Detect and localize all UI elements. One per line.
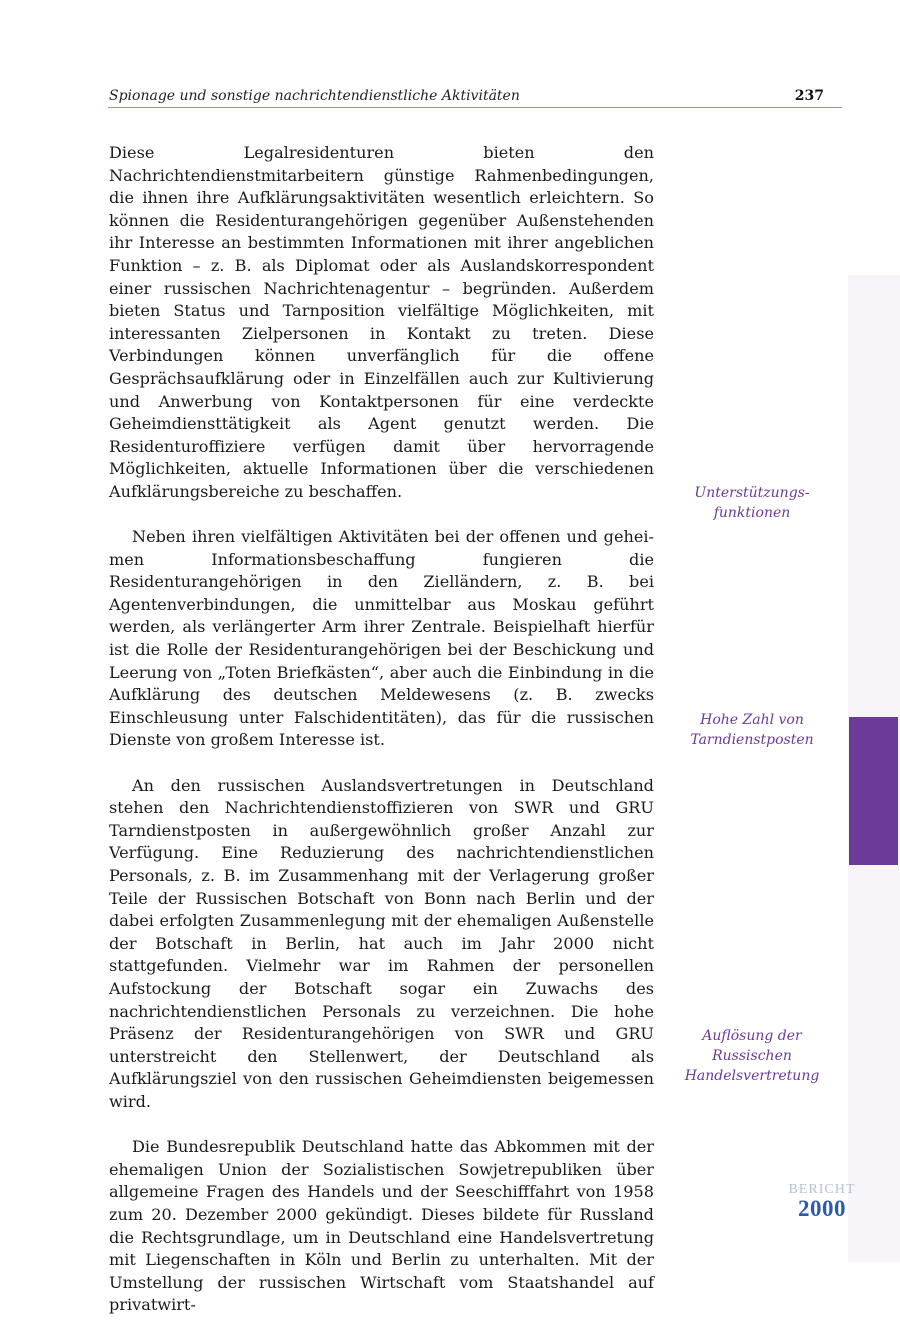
margin-note-support-functions (672, 483, 832, 523)
margin-note-text: Hohe Zahl von Tarndienstposten (690, 712, 814, 748)
body-text-column (109, 142, 654, 1339)
report-brand-logo (786, 1183, 858, 1220)
margin-note-cover-posts (672, 710, 832, 750)
paragraph: Neben ihren vielfältigen Aktivitäten bei der offenen und geheimen Informationsbeschaffung fungieren die Residenturangehörigen in den Zielländern, z. B. bei Agentenverbindungen, die unmittelbar aus Moskau geführt werden, als verlängerter Arm ihrer Zentrale. Beispielhaft hierfür ist die Rolle der Residenturangehörigen bei der Beschickung und Leerung von „Toten Briefkästen“, aber auch die Einbindung in die Aufklärung des deutschen Meldewesens (z. B. zwecks Einschleusung unter Falschidentitäten), das für die russischen Dienste von großem Interesse ist. (109, 527, 654, 750)
paragraph: Die Bundesrepublik Deutschland hatte das Abkommen mit der ehemaligen Union der Sozialistischen Sowjetrepubliken über allgemeine Fragen des Handels und der Seeschifffahrt von 1958 zum 20. Dezember 2000 gekündigt. Dieses bildete für Russland die Rechtsgrundlage, um in Deutschland eine Handelsvertretung mit Liegenschaften in Köln und Berlin zu unterhalten. Mit der Umstellung der russischen Wirtschaft vom Staatshandel auf privatwirt- (109, 1137, 654, 1315)
margin-note-text: Auflösung der Russischen Handelsvertretung (684, 1028, 820, 1084)
margin-note-text: Unterstützungs- funktionen (694, 485, 810, 521)
paragraph: Diese Legalresidenturen bieten den Nachrichtendienstmitarbeitern günstige Rahmenbedingungen, die ihnen ihre Aufklärungsaktivitäten wesentlich erleichtern. So können die Residenturangehörigen gegenüber Außenstehenden ihr Interesse an bestimmten Informationen mit ihrer angeblichen Funktion – z. B. als Diplomat oder als Auslandskorrespondent einer russischen Nachrichtenagentur – begründen. Außerdem bieten Status und Tarnposition vielfältige Möglichkeiten, mit interessanten Zielpersonen in Kontakt zu treten. Diese Verbindungen können unverfänglich für die offene Gesprächsaufklärung oder in Einzelfällen auch zur Kultivierung und Anwerbung von Kontaktpersonen für eine verdeckte Geheimdiensttätigkeit als Agent genutzt werden. Die Residenturoffiziere verfügen damit über hervorragende Möglichkeiten, aktuelle Informationen über die verschiedenen Aufklärungsbereiche zu beschaffen. (109, 143, 654, 501)
margin-note-trade-mission (672, 1026, 832, 1086)
page-number: 237 (794, 88, 824, 104)
brand-label: BERICHT (788, 1182, 856, 1197)
running-title: Spionage und sonstige nachrichtendienstliche Aktivitäten (109, 88, 520, 104)
paragraph: An den russischen Auslandsvertretungen in Deutschland stehen den Nachrichtendienstoffizieren von SWR und GRU Tarndienstposten in außergewöhnlich großer Anzahl zur Verfügung. Eine Reduzierung des nachrichtendienstlichen Personals, z. B. im Zusammenhang mit der Verlagerung großer Teile der Russischen Botschaft von Bonn nach Berlin und der dabei erfolgten Zusammenlegung mit der ehemaligen Außenstelle der Botschaft in Berlin, hat auch im Jahr 2000 nicht stattgefunden. Vielmehr war im Rahmen der personellen Aufstockung der Botschaft sogar ein Zuwachs des nachrichtendienstlichen Personals zu verzeichnen. Die hohe Präsenz der Residenturangehörigen von SWR und GRU unterstreicht den Stellenwert, der Deutschland als Aufklärungsziel von den russischen Geheimdiensten beigemessen wird. (109, 775, 654, 1111)
running-header (108, 87, 842, 108)
brand-year: 2000 (798, 1196, 846, 1221)
chapter-tab-marker (849, 717, 898, 865)
